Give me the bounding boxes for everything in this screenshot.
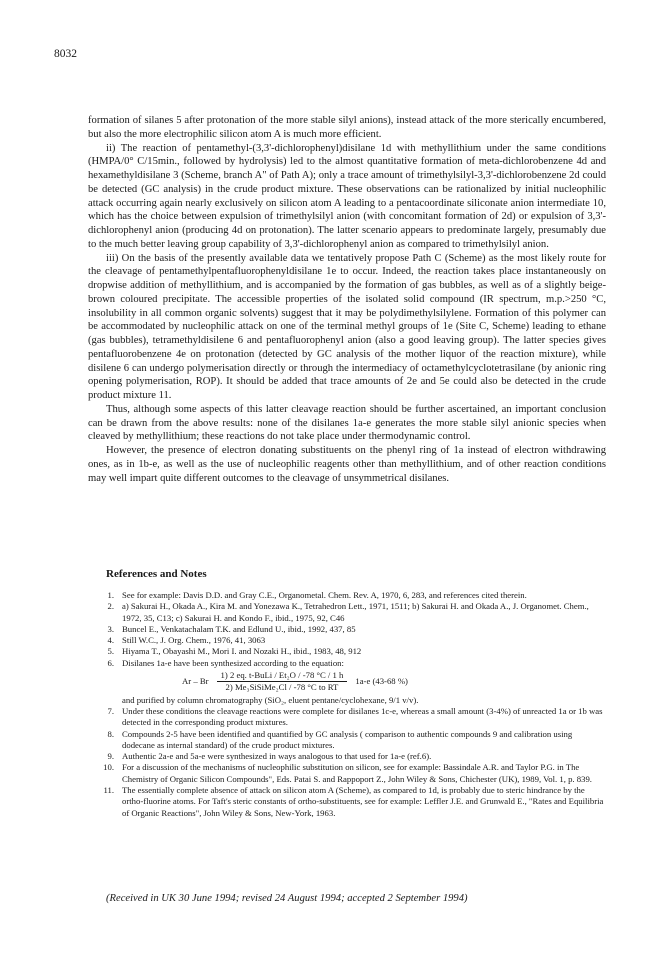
reference-item — [88, 706, 606, 729]
reference-number: 2. — [107, 601, 114, 612]
reference-text-lead: Disilanes 1a-e have been synthesized according to the equation: — [122, 657, 344, 668]
paragraph: Thus, although some aspects of this latter cleavage reaction should be further ascertained, an important conclusion can be drawn from the above results: none of the disilanes 1a-e generates the more stable silyl anionic species when cleaved by methyllithium; these reactions do not take place under thermodynamic control. — [88, 403, 606, 443]
paragraph: However, the presence of electron donating substituents on the phenyl ring of 1a instead of electron withdrawing ones, as in 1b-e, as well as the use of nucleophilic reagents other than methyllithium, and of other reaction conditions may well impart quite different outcomes to the cleavage of unsymmetrical disilanes. — [88, 445, 606, 484]
references-list — [88, 590, 606, 819]
reference-item — [88, 658, 606, 706]
equation-step-1: 1) 2 eq. t-BuLi / Et₂O / -78 °C / 1 h — [217, 670, 348, 682]
reference-text: Authentic 2a-e and 5a-e were synthesized in ways analogous to that used for 1a-e (ref.6). — [122, 751, 432, 762]
synthesis-equation — [122, 670, 606, 694]
reference-item — [88, 646, 606, 657]
reference-text: For a discussion of the mechanisms of nucleophilic substitution on silicon, see for example: Bassindale A.R. and Taylor P.G. in The Chemistry of Organic Silicon Compounds", Eds. Patai S. and Rappoport Z., John Wiley & Sons, Chichester (UK), 1989, Vol. 1, p. 839. — [122, 762, 592, 784]
reference-number: 11. — [103, 785, 114, 796]
reference-number: 8. — [107, 728, 114, 739]
reference-item — [88, 590, 606, 601]
reference-number: 10. — [103, 762, 114, 773]
reference-number: 3. — [107, 623, 114, 634]
references-heading: References and Notes — [106, 568, 207, 580]
reference-text: The essentially complete absence of attack on silicon atom A (Scheme), as compared to 1d, is probably due to steric hindrance by the ortho-fluorine atoms. For Taft's steric constants of ortho-substituents, see for example: Leffler J.E. and Grunwald E., "Rates and Equilibria of Organic Reactions", John Wiley & Sons, New-York, 1963. — [122, 785, 604, 818]
reference-text: Buncel E., Venkatachalam T.K. and Edlund U., ibid., 1992, 437, 85 — [122, 623, 356, 634]
reference-item — [88, 751, 606, 762]
reference-item — [88, 762, 606, 785]
reference-text-tail: and purified by column chromatography (SiO₂, eluent pentane/cyclohexane, 9/1 v/v). — [122, 694, 419, 705]
reference-item — [88, 729, 606, 752]
paragraph: ii) The reaction of pentamethyl-(3,3'-dichlorophenyl)disilane 1d with methyllithium under the same conditions (HMPA/0° C/15min., followed by hydrolysis) led to the almost quantitative formation of meta-dichlorobenzene 4d and hexamethyldisilane 3 (Scheme, branch A" of Path A); only a trace amount of trimethylsilyl-3,3'-dichlorobenzene 2d could be detected (GC analysis) in the crude product mixture. These observations can be rationalized by initial nucleophilic attack occurring again nearly exclusively on silicon atom A leading to a pentacoordinate siliconate anion intermediate 10, which has the choice between expulsion of trimethylsilyl anion (with concomitant formation of 2d) or expulsion of 3,3'-dichlorophenyl anion (producing 4d on protonation). The latter scenario appears to predominate largely, presumably due to the much better leaving group capability of 3,3'-dichlorophenyl anion as compared to trimethylsilyl anion. — [88, 142, 606, 250]
reference-number: 1. — [107, 590, 114, 600]
reference-text: Still W.C., J. Org. Chem., 1976, 41, 3063 — [122, 635, 266, 646]
reference-item — [88, 624, 606, 635]
equation-step-2: 2) Me₃SiSiMe₂Cl / -78 °C to RT — [225, 682, 339, 693]
reference-text — [122, 658, 606, 706]
reference-item — [88, 635, 606, 646]
reference-text: Compounds 2-5 have been identified and quantified by GC analysis ( comparison to authentic compounds 9 and calibration using dodecane as internal standard) of the crude product mixtures. — [122, 728, 573, 750]
equation-product: 1a-e (43-68 %) — [355, 676, 408, 687]
reference-text: Under these conditions the cleavage reactions were complete for disilanes 1c-e, whereas a small amount (3-4%) of unreacted 1a or 1b was detected in the corresponding product mixtures. — [122, 705, 603, 728]
received-dates: (Received in UK 30 June 1994; revised 24 August 1994; accepted 2 September 1994) — [106, 893, 468, 904]
paragraph: formation of silanes 5 after protonation of the more stable silyl anions), instead attack of the more sterically encumbered, but also the more electrophilic silicon atom A is much more efficient. — [88, 115, 606, 140]
equation-reactant: Ar – Br — [182, 676, 209, 687]
reference-number: 9. — [107, 751, 114, 762]
reference-item — [88, 601, 606, 624]
equation-conditions — [217, 670, 348, 694]
reference-item — [88, 785, 606, 819]
reference-number: 6. — [107, 657, 114, 668]
reference-number: 4. — [107, 635, 114, 646]
paragraph: iii) On the basis of the presently available data we tentatively propose Path C (Scheme) as the most likely route for the cleavage of pentamethylpentafluorophenyldisilane 1e to occur. Indeed, the reaction takes place instantaneously on dropwise addition of methyllithium, and is accompanied by the formation of gas bubbles, as well as of a slightly beige-brown coloured precipitate. The accessible properties of the isolated solid compound (IR spectrum, m.p.>250 °C, insolubility in all common organic solvents) suggest that it may be polydimethylsilylene. Formation of this polymer can be accommodated by nucleophilic attack on one of the terminal methyl groups of 1e (Site C, Scheme) leading to ethane (gas bubbles), tetramethyldisilene 6 and pentafluorophenyl anion (also a good leaving group). The latter species gives pentafluorobenzene 4e on protonation (detected by GC analysis of the mother liquor of the reaction mixture), while disilene 6 can undergo polymerisation directly or through the intermediacy of octamethylcyclotetrasilane (by anionic ring opening polymerisation, ROP). It should be added that trace amounts of 2e and 5e could also be detected in the crude product mixture 11. — [88, 252, 606, 401]
reference-number: 7. — [107, 705, 114, 716]
reference-text: a) Sakurai H., Okada A., Kira M. and Yonezawa K., Tetrahedron Lett., 1971, 1511; b) Sakurai H. and Okada A., J. Organomet. Chem., 1972, 35, C13; c) Sakurai H. and Kondo F., ibid., 1975, 92, C46 — [122, 601, 589, 623]
body-text — [88, 114, 606, 485]
page-number: 8032 — [54, 48, 77, 60]
reference-text: See for example: Davis D.D. and Gray C.E., Organometal. Chem. Rev. A, 1970, 6, 283, and references cited therein. — [122, 590, 527, 600]
reference-number: 5. — [107, 646, 114, 657]
reference-text: Hiyama T., Obayashi M., Mori I. and Nozaki H., ibid., 1983, 48, 912 — [122, 646, 362, 657]
